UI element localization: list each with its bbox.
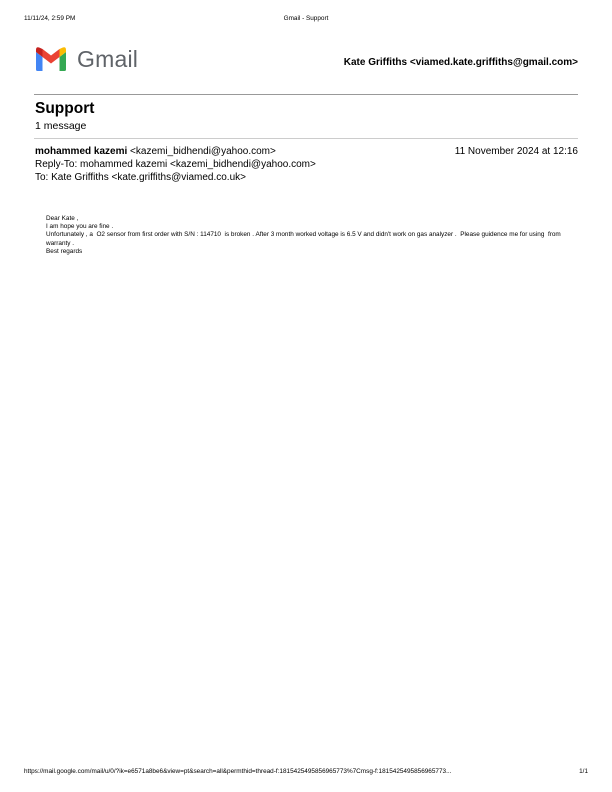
message-from — [35, 146, 276, 157]
gmail-logo — [34, 46, 138, 72]
print-datetime: 11/11/24, 2:59 PM — [24, 15, 76, 22]
message-reply-to: Reply-To: mohammed kazemi <kazemi_bidhendi@yahoo.com> — [35, 159, 316, 170]
sender-name: mohammed kazemi — [35, 146, 128, 157]
print-page-title: Gmail - Support — [283, 15, 329, 22]
print-footer — [24, 768, 588, 778]
message-date: 11 November 2024 at 12:16 — [454, 146, 578, 157]
print-header — [24, 15, 588, 25]
header-divider — [34, 94, 578, 95]
sender-email: <kazemi_bidhendi@yahoo.com> — [130, 146, 276, 157]
gmail-wordmark: Gmail — [77, 45, 139, 72]
body-line: Best regards — [46, 247, 83, 255]
account-identity: Kate Griffiths <viamed.kate.griffiths@gmail.com> — [343, 57, 578, 68]
gmail-m-logo-icon — [34, 46, 68, 72]
thread-subject: Support — [35, 100, 95, 117]
print-page-number: 1/1 — [579, 768, 588, 775]
subject-divider — [34, 138, 578, 139]
body-line: I am hope you are fine . — [46, 223, 114, 231]
message-to: To: Kate Griffiths <kate.griffiths@viamed.co.uk> — [35, 172, 246, 183]
print-url: https://mail.google.com/mail/u/0/?ik=e6571a8be6&view=pt&search=all&permthid=thread-f:1815425495856965773%7Cmsg-f:1815425495856965773... — [24, 768, 452, 775]
message-body — [46, 215, 566, 256]
body-line: Unfortunately , a O2 sensor from first order with S/N : 114710 is broken . After 3 month worked voltage is 6.5 V and didn't work on gas analyzer . Please guidence me for using from warranty . — [46, 231, 563, 247]
body-line: Dear Kate , — [46, 215, 79, 222]
message-count: 1 message — [35, 120, 87, 132]
